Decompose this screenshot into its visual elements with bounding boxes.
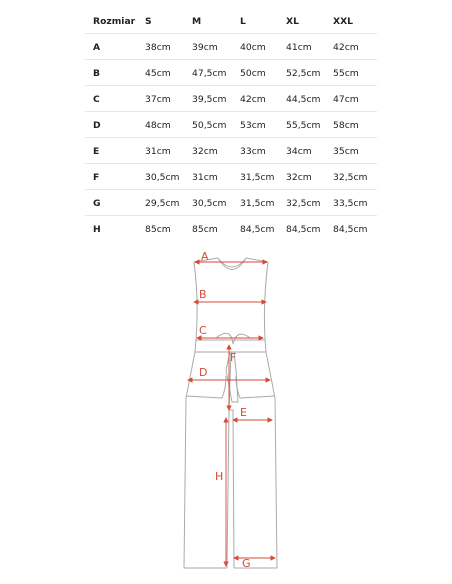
table-cell: 32,5cm bbox=[333, 172, 368, 183]
label-h: H bbox=[215, 470, 224, 483]
table-cell: 41cm bbox=[286, 42, 312, 53]
row-key: H bbox=[93, 224, 101, 235]
header-xxl: XXL bbox=[333, 16, 354, 27]
table-cell: 37cm bbox=[145, 94, 171, 105]
table-cell: 31,5cm bbox=[240, 172, 275, 183]
row-key: F bbox=[93, 172, 100, 183]
table-cell: 31cm bbox=[145, 146, 171, 157]
row-key: E bbox=[93, 146, 100, 157]
header-size: Rozmiar bbox=[93, 16, 136, 27]
table-cell: 33,5cm bbox=[333, 198, 368, 209]
label-f: F bbox=[230, 351, 237, 364]
table-cell: 50cm bbox=[240, 68, 266, 79]
table-cell: 38cm bbox=[145, 42, 171, 53]
table-cell: 55,5cm bbox=[286, 120, 321, 131]
table-cell: 47cm bbox=[333, 94, 359, 105]
table-cell: 33cm bbox=[240, 146, 266, 157]
row-key: D bbox=[93, 120, 101, 131]
table-cell: 42cm bbox=[240, 94, 266, 105]
label-e: E bbox=[240, 406, 247, 419]
table-cell: 85cm bbox=[145, 224, 171, 235]
table-cell: 32cm bbox=[192, 146, 218, 157]
table-cell: 48cm bbox=[145, 120, 171, 131]
table-cell: 52,5cm bbox=[286, 68, 321, 79]
table-cell: 85cm bbox=[192, 224, 218, 235]
row-key: A bbox=[93, 42, 101, 53]
table-cell: 45cm bbox=[145, 68, 171, 79]
table-cell: 44,5cm bbox=[286, 94, 321, 105]
table-cell: 42cm bbox=[333, 42, 359, 53]
row-key: G bbox=[93, 198, 101, 209]
table-cell: 35cm bbox=[333, 146, 359, 157]
table-cell: 40cm bbox=[240, 42, 266, 53]
table-cell: 30,5cm bbox=[192, 198, 227, 209]
table-cell: 53cm bbox=[240, 120, 266, 131]
label-b: B bbox=[199, 288, 207, 301]
label-g: G bbox=[242, 557, 251, 570]
row-key: C bbox=[93, 94, 100, 105]
table-cell: 29,5cm bbox=[145, 198, 180, 209]
table-cell: 50,5cm bbox=[192, 120, 227, 131]
table-cell: 39cm bbox=[192, 42, 218, 53]
label-a: A bbox=[201, 250, 209, 263]
table-cell: 34cm bbox=[286, 146, 312, 157]
table-cell: 31cm bbox=[192, 172, 218, 183]
table-cell: 55cm bbox=[333, 68, 359, 79]
table-cell: 84,5cm bbox=[240, 224, 275, 235]
header-l: L bbox=[240, 16, 246, 27]
table-cell: 32,5cm bbox=[286, 198, 321, 209]
table-cell: 84,5cm bbox=[333, 224, 368, 235]
row-key: B bbox=[93, 68, 101, 79]
table-cell: 39,5cm bbox=[192, 94, 227, 105]
label-d: D bbox=[199, 366, 208, 379]
table-cell: 58cm bbox=[333, 120, 359, 131]
table-cell: 31,5cm bbox=[240, 198, 275, 209]
header-xl: XL bbox=[286, 16, 299, 27]
table-cell: 32cm bbox=[286, 172, 312, 183]
table-cell: 84,5cm bbox=[286, 224, 321, 235]
label-c: C bbox=[199, 324, 207, 337]
header-s: S bbox=[145, 16, 152, 27]
table-cell: 30,5cm bbox=[145, 172, 180, 183]
header-m: M bbox=[192, 16, 202, 27]
table-cell: 47,5cm bbox=[192, 68, 227, 79]
